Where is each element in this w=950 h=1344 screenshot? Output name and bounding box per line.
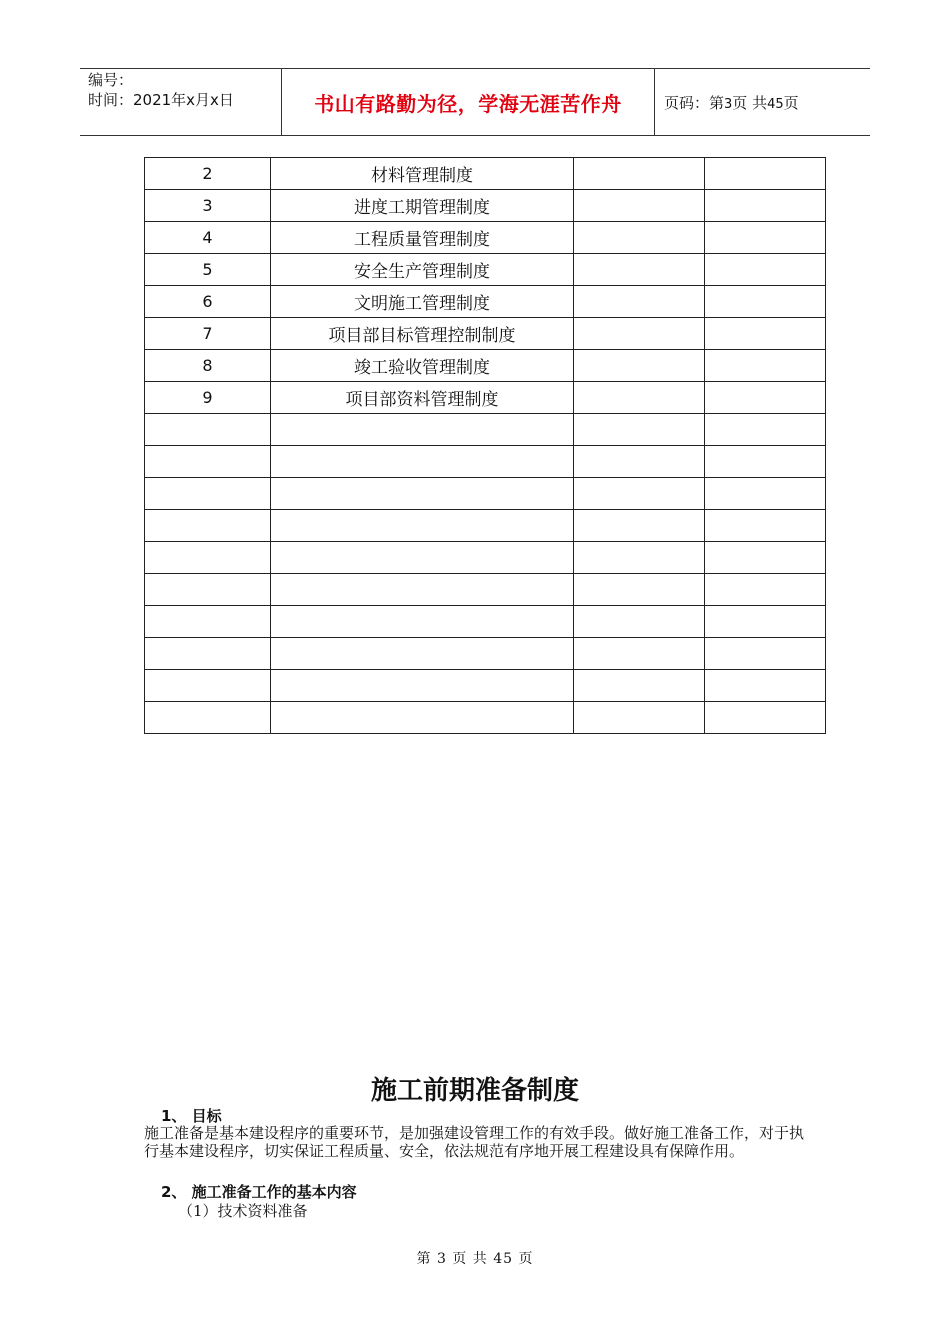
row-number: [145, 542, 271, 574]
row-number: 7: [145, 318, 271, 350]
regulation-table-body: [145, 158, 826, 734]
row-number: 4: [145, 222, 271, 254]
regulation-name: 文明施工管理制度: [271, 286, 574, 318]
time-label: 时间：2021年x月x日: [88, 91, 234, 109]
table-row: [145, 414, 826, 446]
empty-cell: [574, 254, 705, 286]
table-row: [145, 350, 826, 382]
header-motto: 书山有路勤为径，学海无涯苦作舟: [314, 92, 622, 116]
table-row: [145, 158, 826, 190]
page-mid: 页 共: [732, 94, 768, 112]
row-number: [145, 414, 271, 446]
empty-cell: [705, 254, 826, 286]
subheading-basic-content: 2、 施工准备工作的基本内容: [161, 1183, 357, 1201]
regulation-name: [271, 478, 574, 510]
empty-cell: [705, 158, 826, 190]
row-number: [145, 638, 271, 670]
table-row: [145, 222, 826, 254]
table-row: [145, 670, 826, 702]
table-row: [145, 606, 826, 638]
empty-cell: [705, 542, 826, 574]
empty-cell: [574, 510, 705, 542]
row-number: 6: [145, 286, 271, 318]
regulation-table: [144, 157, 826, 734]
table-row: [145, 254, 826, 286]
table-row: [145, 510, 826, 542]
empty-cell: [705, 478, 826, 510]
header-page-info: [664, 92, 799, 113]
row-number: [145, 478, 271, 510]
empty-cell: [574, 286, 705, 318]
section-title: 施工前期准备制度: [370, 1076, 579, 1106]
empty-cell: [705, 414, 826, 446]
row-number: [145, 670, 271, 702]
empty-cell: [705, 446, 826, 478]
empty-cell: [705, 222, 826, 254]
page-label: 页码：第: [664, 94, 725, 112]
row-number: 9: [145, 382, 271, 414]
regulation-name: [271, 606, 574, 638]
table-row: [145, 446, 826, 478]
regulation-name: 材料管理制度: [271, 158, 574, 190]
empty-cell: [574, 542, 705, 574]
empty-cell: [574, 702, 705, 734]
regulation-name: 工程质量管理制度: [271, 222, 574, 254]
row-number: [145, 702, 271, 734]
empty-cell: [705, 606, 826, 638]
header-bottom-rule: [80, 135, 870, 136]
subheading-tech-data: （1）技术资料准备: [178, 1202, 308, 1220]
regulation-name: [271, 446, 574, 478]
row-number: [145, 574, 271, 606]
empty-cell: [574, 638, 705, 670]
empty-cell: [705, 286, 826, 318]
page-end: 页: [783, 94, 799, 112]
row-number: [145, 446, 271, 478]
empty-cell: [574, 574, 705, 606]
empty-cell: [574, 670, 705, 702]
empty-cell: [574, 222, 705, 254]
empty-cell: [574, 158, 705, 190]
regulation-name: 项目部目标管理控制制度: [271, 318, 574, 350]
row-number: [145, 510, 271, 542]
regulation-name: 项目部资料管理制度: [271, 382, 574, 414]
regulation-name: [271, 414, 574, 446]
row-number: 3: [145, 190, 271, 222]
table-row: [145, 286, 826, 318]
row-number: [145, 606, 271, 638]
empty-cell: [574, 478, 705, 510]
header-left-info: [88, 70, 234, 110]
code-label: 编号：: [88, 71, 134, 89]
table-row: [145, 318, 826, 350]
table-row: [145, 702, 826, 734]
regulation-name: 安全生产管理制度: [271, 254, 574, 286]
header-divider-right: [654, 68, 655, 135]
empty-cell: [705, 318, 826, 350]
page-total: 45: [767, 97, 784, 112]
table-row: [145, 574, 826, 606]
empty-cell: [574, 190, 705, 222]
regulation-name: 竣工验收管理制度: [271, 350, 574, 382]
empty-cell: [574, 606, 705, 638]
empty-cell: [705, 382, 826, 414]
page-number: 3: [724, 97, 733, 112]
empty-cell: [705, 190, 826, 222]
empty-cell: [705, 574, 826, 606]
empty-cell: [574, 414, 705, 446]
empty-cell: [574, 446, 705, 478]
empty-cell: [705, 350, 826, 382]
empty-cell: [574, 382, 705, 414]
row-number: 8: [145, 350, 271, 382]
table-row: [145, 542, 826, 574]
empty-cell: [705, 510, 826, 542]
empty-cell: [705, 670, 826, 702]
regulation-name: [271, 574, 574, 606]
empty-cell: [574, 350, 705, 382]
empty-cell: [705, 638, 826, 670]
page-footer: 第 3 页 共 45 页: [416, 1251, 534, 1267]
regulation-name: [271, 702, 574, 734]
regulation-name: [271, 542, 574, 574]
table-row: [145, 382, 826, 414]
subheading-goal: 1、 目标: [161, 1107, 222, 1125]
regulation-name: [271, 510, 574, 542]
regulation-name: [271, 638, 574, 670]
goal-paragraph: 施工准备是基本建设程序的重要环节，是加强建设管理工作的有效手段。做好施工准备工作，对于执行基本建设程序，切实保证工程质量、安全，依法规范有序地开展工程建设具有保障作用。: [144, 1124, 805, 1160]
table-row: [145, 190, 826, 222]
empty-cell: [705, 702, 826, 734]
table-row: [145, 638, 826, 670]
regulation-name: 进度工期管理制度: [271, 190, 574, 222]
regulation-name: [271, 670, 574, 702]
row-number: 5: [145, 254, 271, 286]
table-row: [145, 478, 826, 510]
empty-cell: [574, 318, 705, 350]
row-number: 2: [145, 158, 271, 190]
header-top-rule: [80, 68, 870, 69]
